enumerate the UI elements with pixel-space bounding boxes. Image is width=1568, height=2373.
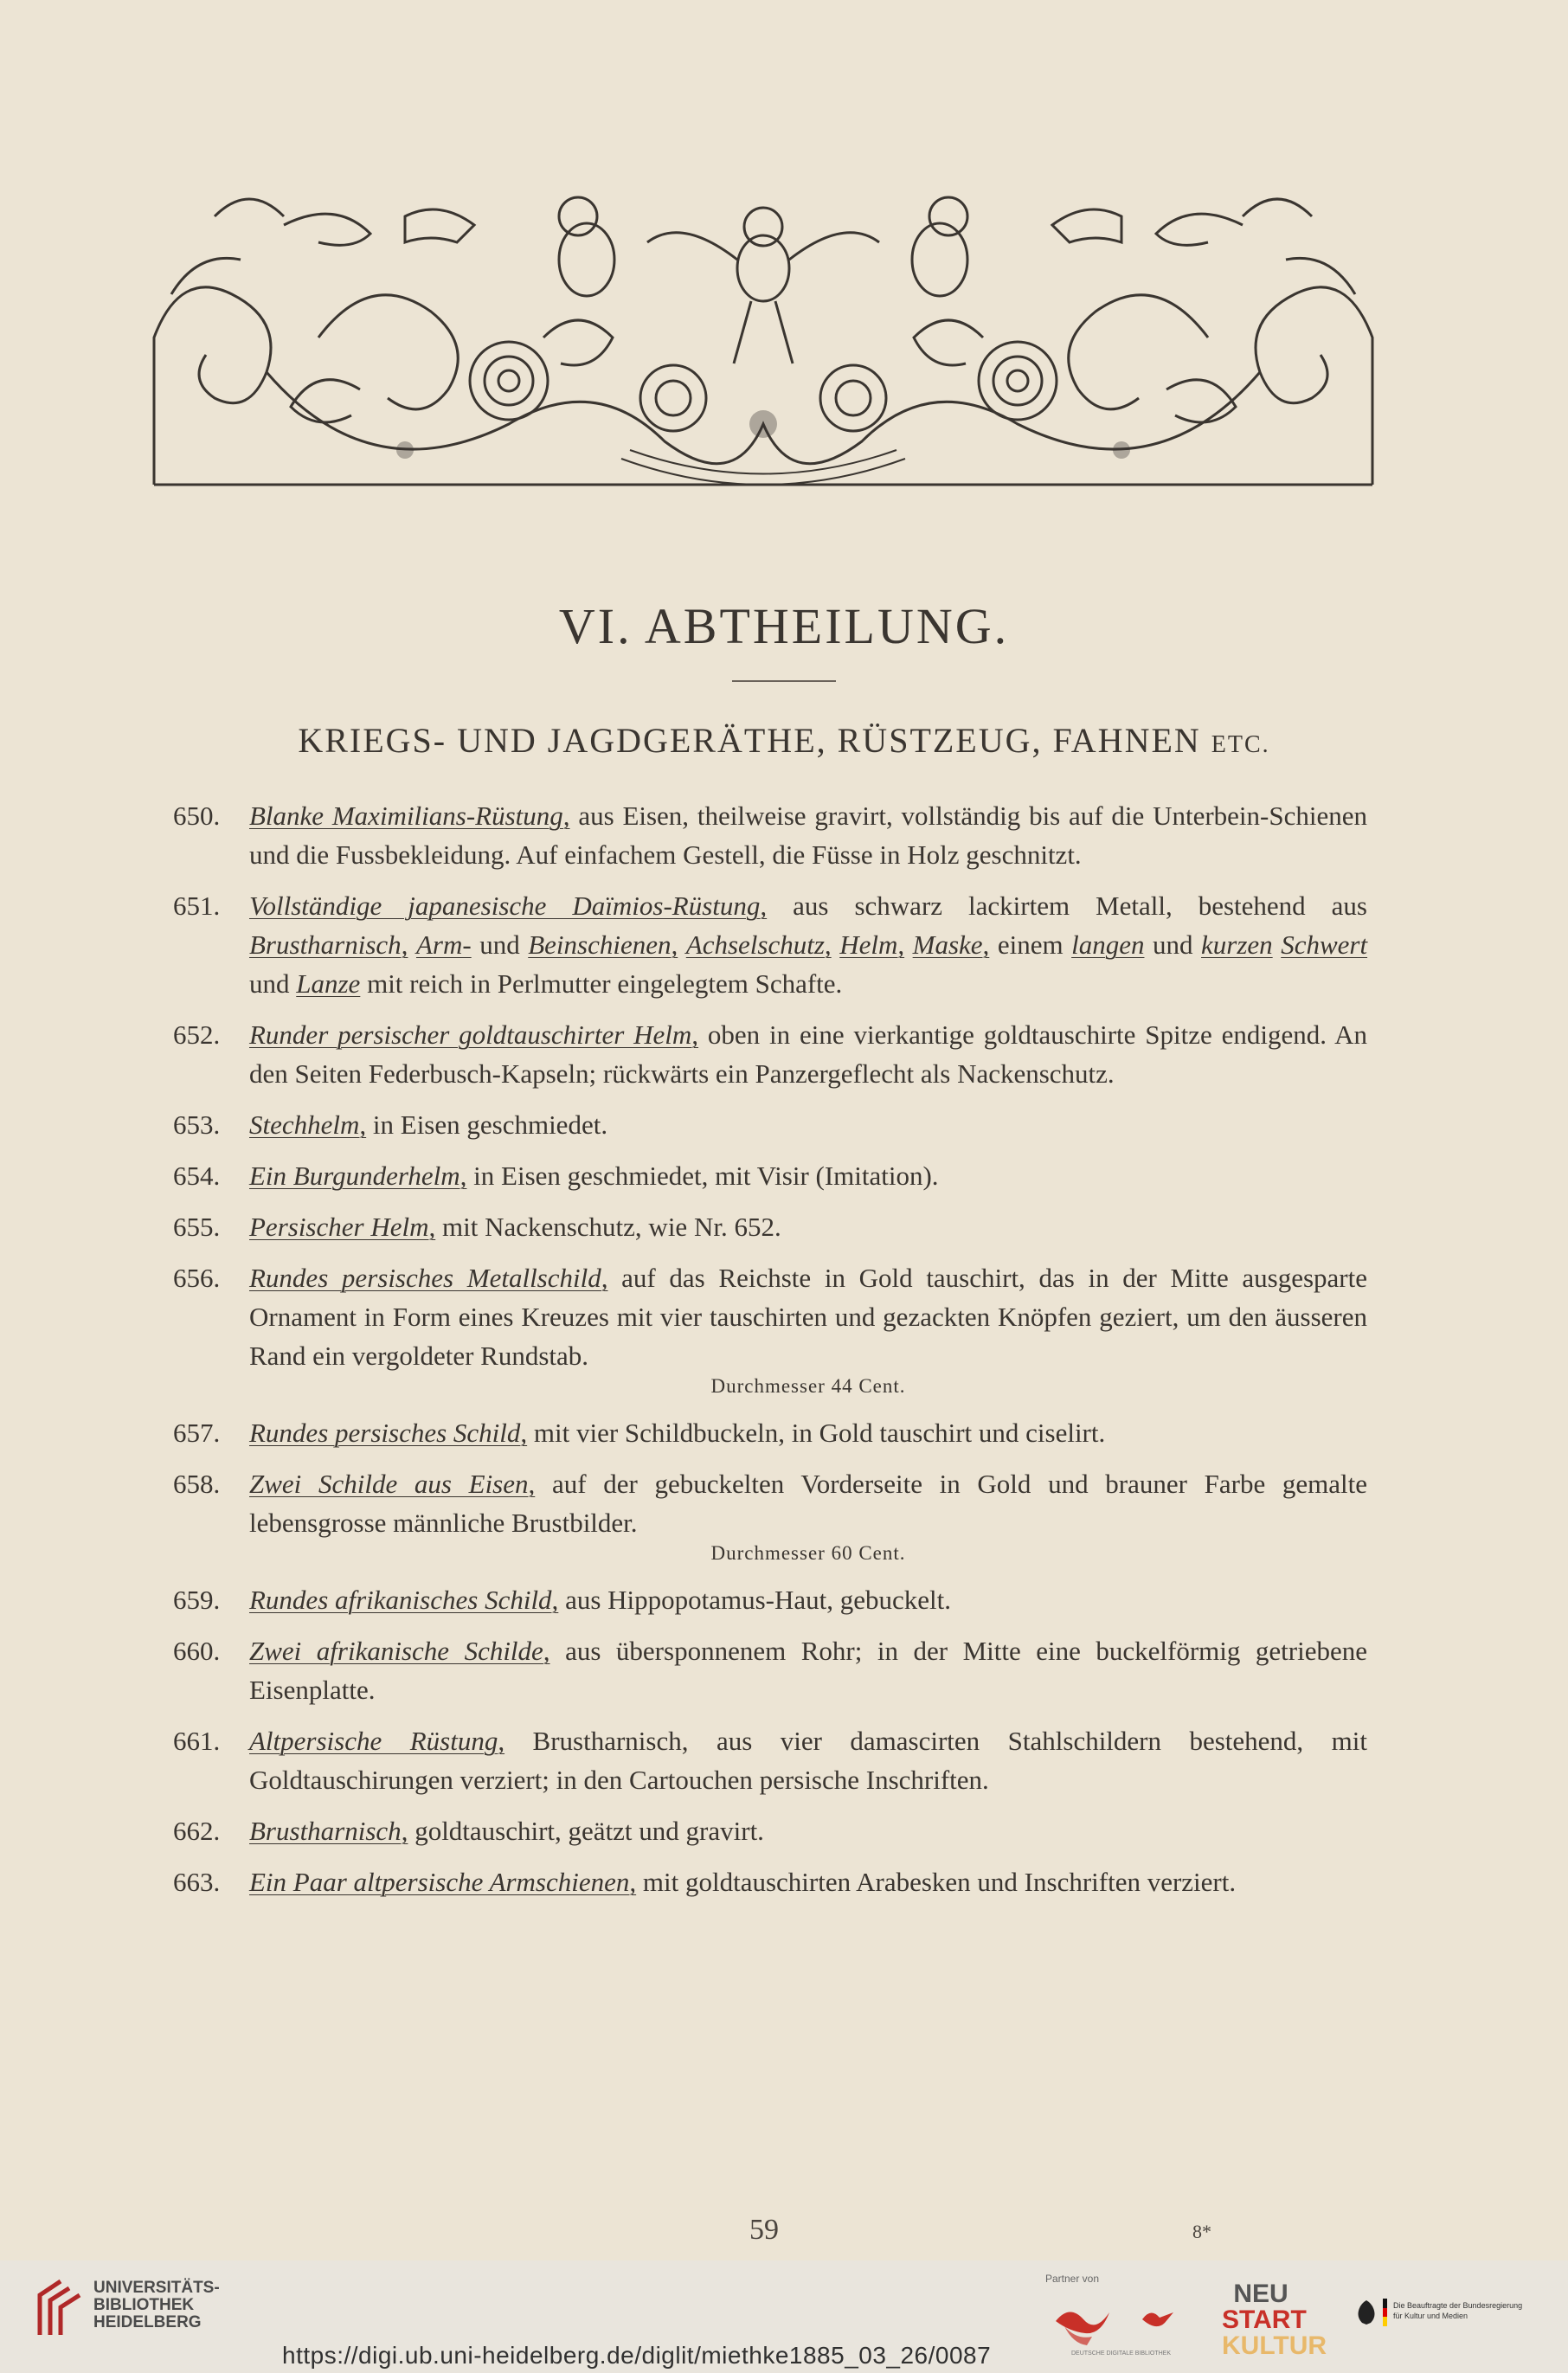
federal-line: Die Beauftragte der Bundesregierung: [1393, 2301, 1523, 2310]
entry-text: mit reich in Perlmutter eingelegtem Schafte.: [360, 968, 843, 999]
entry-number: 651.: [173, 891, 221, 921]
document-url-link[interactable]: https://digi.ub.uni-heidelberg.de/diglit/miethke1885_03_26/0087: [282, 2342, 992, 2369]
library-name-line: BIBLIOTHEK: [93, 2296, 195, 2314]
entry-part: Schwert: [1281, 929, 1368, 960]
entry-number: 658.: [173, 1469, 221, 1499]
entry-text: oben in eine vierkantige goldtauschirte Spitze endigend. An den Seiten Federbusch-Kapseln; rückwärts ein Panzergeflecht als Nackenschutz.: [249, 1019, 1368, 1089]
entry-text: aus Eisen, theilweise gravirt, vollständig bis auf die Unterbein-Schienen und die Fussbekleidung. Auf einfachem Gestell, die Füsse in Holz geschnitzt.: [249, 801, 1367, 870]
subheading-suffix: ETC.: [1211, 731, 1270, 758]
section-heading: VI. ABTHEILUNG.: [558, 598, 1010, 654]
neustart-kultur-logo[interactable]: [1222, 2280, 1327, 2368]
entry-text: auf das Reichste in Gold tauschirt, das in der Mitte ausgesparte Ornament in Form eines Kreuzes mit vier tauschirten und gezackten Knöpfen geziert, um den äusseren Rand ein vergoldeter Rundstab.: [249, 1263, 1367, 1371]
entry-title: Persischer Helm,: [249, 1212, 436, 1242]
german-flag-icon: [1383, 2299, 1387, 2326]
federal-eagle-icon: [1355, 2299, 1378, 2326]
entry-title: Zwei Schilde aus Eisen,: [249, 1469, 536, 1499]
entry-number: 661.: [173, 1726, 221, 1756]
neustart-word: KULTUR: [1222, 2331, 1327, 2360]
catalogue-entry: [173, 1258, 1367, 1401]
catalogue-entry: [173, 1631, 1367, 1709]
catalogue-entry: [173, 1207, 1367, 1246]
catalogue-entry: [173, 1015, 1367, 1093]
catalogue-entry: [173, 1862, 1367, 1901]
entry-text: einem: [989, 929, 1072, 960]
viewer-footer: [0, 2260, 1568, 2373]
catalogue-entry: [173, 1105, 1367, 1144]
entry-title: Runder persischer goldtauschirter Helm,: [249, 1019, 699, 1050]
catalogue-entry: [173, 1721, 1367, 1799]
catalogue-entry: [173, 1156, 1367, 1195]
entry-title: Ein Burgunderhelm,: [249, 1161, 467, 1191]
entry-title: Ein Paar altpersische Armschienen,: [249, 1867, 637, 1897]
entry-part: Achselschutz,: [685, 929, 832, 960]
partner-label: Partner von: [1045, 2273, 1100, 2285]
entry-text: Brustharnisch, aus vier damascirten Stahlschildern bestehend, mit Goldtauschirungen verziert; in den Cartouchen persische Inschriften.: [249, 1726, 1367, 1795]
entry-part: Lanze: [296, 968, 361, 999]
entry-title: Rundes afrikanisches Schild,: [249, 1585, 559, 1615]
university-library-logo-icon[interactable]: [35, 2274, 85, 2337]
entry-text: und: [249, 968, 297, 999]
entry-number: 657.: [173, 1418, 221, 1448]
entry-number: 662.: [173, 1816, 221, 1846]
library-name-line: HEIDELBERG: [93, 2313, 202, 2331]
entry-text: aus übersponnenem Rohr; in der Mitte eine buckelförmig getriebene Eisenplatte.: [249, 1636, 1367, 1705]
heading-divider: [732, 680, 836, 682]
entry-text: aus schwarz lackirtem Metall, bestehend aus: [767, 891, 1367, 921]
entry-title: Blanke Maximilians-Rüstung,: [249, 801, 570, 831]
entry-number: 656.: [173, 1263, 221, 1293]
entry-text: goldtauschirt, geätzt und gravirt.: [408, 1816, 764, 1846]
entry-text: auf der gebuckelten Vorderseite in Gold und brauner Farbe gemalte lebensgrosse männliche Brustbilder.: [249, 1469, 1367, 1538]
entry-number: 650.: [173, 801, 221, 831]
entry-number: 655.: [173, 1212, 221, 1242]
catalogue-entry: [173, 886, 1367, 1003]
entry-text: in Eisen geschmiedet.: [366, 1109, 608, 1140]
entry-text: und: [471, 929, 529, 960]
entry-title: Zwei afrikanische Schilde,: [249, 1636, 550, 1666]
entry-number: 654.: [173, 1161, 221, 1191]
catalogue-entry: [173, 1413, 1367, 1452]
entry-number: 663.: [173, 1867, 221, 1897]
catalogue-entry: [173, 1811, 1367, 1850]
entry-part: Beinschienen,: [528, 929, 678, 960]
catalogue-entry: [173, 1580, 1367, 1619]
entry-part: kurzen: [1201, 929, 1273, 960]
entry-note: Durchmesser 60 Cent.: [710, 1542, 906, 1564]
section-subheading: [0, 720, 1568, 761]
catalogue-entry: [173, 796, 1367, 874]
entry-note: Durchmesser 44 Cent.: [710, 1375, 906, 1397]
entry-title: Rundes persisches Schild,: [249, 1418, 528, 1448]
ddb-logo-icon[interactable]: [1052, 2295, 1113, 2347]
entry-title: Rundes persisches Metallschild,: [249, 1263, 608, 1293]
entry-text: mit vier Schildbuckeln, in Gold tauschirt und ciselirt.: [527, 1418, 1106, 1448]
signature-mark: 8*: [1192, 2221, 1211, 2242]
catalogue-entry: [173, 1464, 1367, 1568]
entry-number: 652.: [173, 1019, 221, 1050]
ddb-label: DEUTSCHE DIGITALE BIBLIOTHEK: [1071, 2350, 1172, 2357]
page-number: 59: [749, 2214, 779, 2246]
entry-title: Brustharnisch,: [249, 1816, 408, 1846]
federal-line: für Kultur und Medien: [1393, 2312, 1468, 2320]
subheading-main: KRIEGS- UND JAGDGERÄTHE, RÜSTZEUG, FAHNEN: [298, 721, 1201, 760]
library-name-line: UNIVERSITÄTS-: [93, 2279, 220, 2297]
entry-part: Helm,: [839, 929, 905, 960]
entry-part: Arm-: [415, 929, 472, 960]
catalogue-entries: [173, 796, 1367, 1913]
entry-title: Stechhelm,: [249, 1109, 367, 1140]
entry-title: Altpersische Rüstung,: [249, 1726, 505, 1756]
neustart-word: NEU: [1233, 2280, 1288, 2308]
entry-title: Vollständige japanesische Daïmios-Rüstung,: [249, 891, 768, 921]
entry-part: Maske,: [912, 929, 990, 960]
entry-text: in Eisen geschmiedet, mit Visir (Imitation).: [466, 1161, 939, 1191]
neustart-word: START: [1222, 2305, 1307, 2334]
entry-number: 653.: [173, 1109, 221, 1140]
entry-text: mit Nackenschutz, wie Nr. 652.: [435, 1212, 781, 1242]
decorative-ornament-banner: [145, 164, 1381, 493]
entry-number: 660.: [173, 1636, 221, 1666]
bird-logo-icon[interactable]: [1139, 2304, 1177, 2335]
entry-part: Brustharnisch,: [249, 929, 408, 960]
entry-text: und: [1144, 929, 1202, 960]
university-library-name[interactable]: [93, 2280, 220, 2331]
entry-text: mit goldtauschirten Arabesken und Inschriften verziert.: [636, 1867, 1237, 1897]
entry-number: 659.: [173, 1585, 221, 1615]
entry-part: langen: [1071, 929, 1145, 960]
federal-commissioner-label[interactable]: [1393, 2300, 1522, 2321]
ornament-illustration: [145, 164, 1381, 493]
entry-text: aus Hippopotamus-Haut, gebuckelt.: [558, 1585, 952, 1615]
